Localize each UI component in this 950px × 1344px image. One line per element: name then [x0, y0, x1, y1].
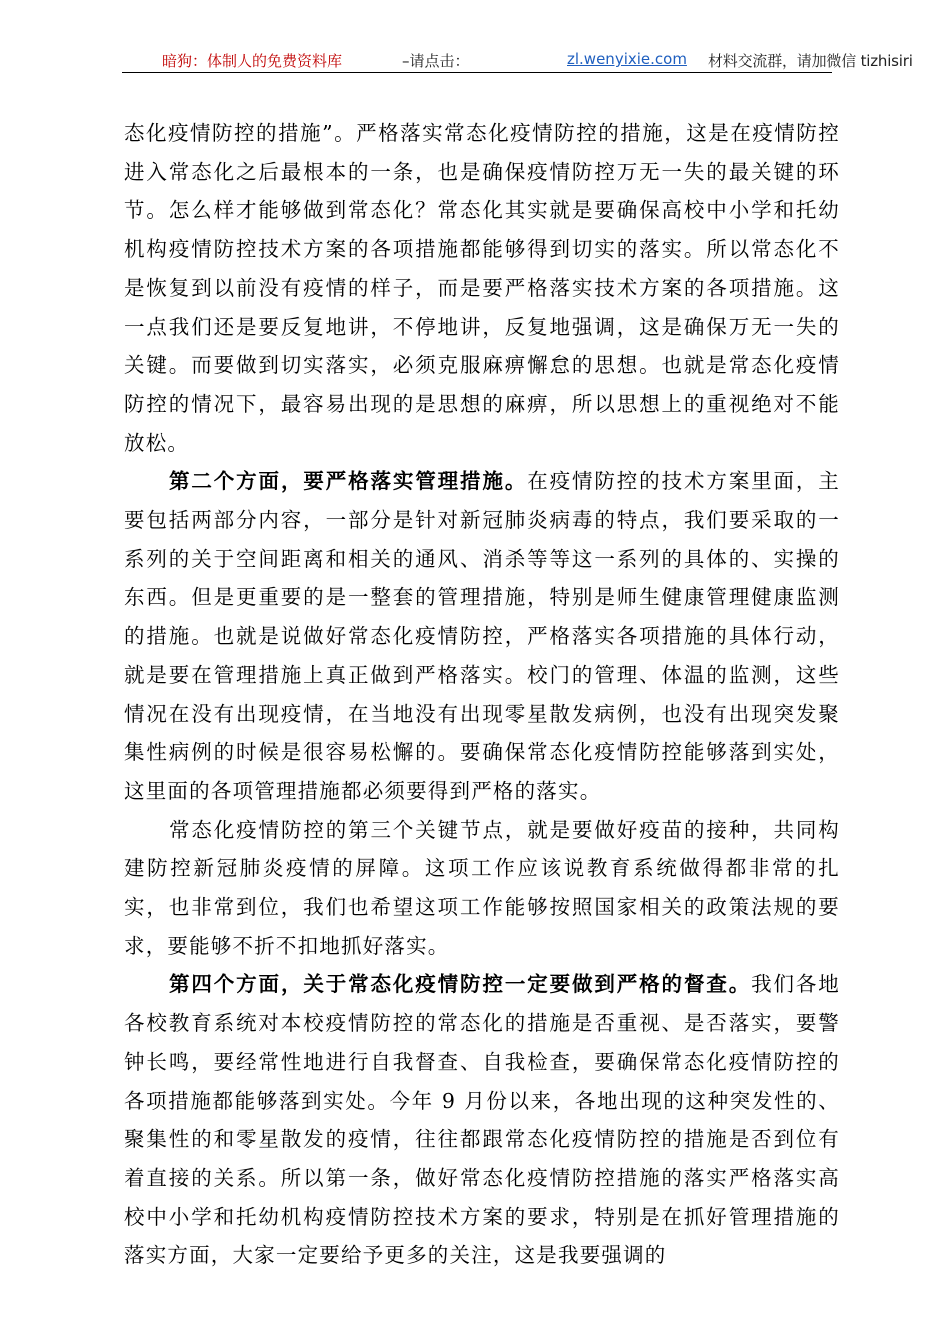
paragraph-4-text: 我们各地各校教育系统对本校疫情防控的常态化的措施是否重视、是否落实，要警钟长鸣，要经常性地进行自我督查、自我检查，要确保常态化疫情防控的各项措施都能够落到实处。今年 9 月份以来，各地出现的这种突发性的、聚集性的和零星散发的疫情，往往都跟常态化疫情防控的措施是否到位有着直接的关系。所以第一条，做好常态化疫情防控措施的落实严格落实高校中小学和托幼机构疫情防控技术方案的要求，特别是在抓好管理措施的落实方面，大家一定要给予更多的关注，这是我要强调的 [124, 972, 840, 1268]
document-body [124, 114, 840, 1275]
page-header [122, 42, 913, 73]
header-brand: 暗狗：体制人的免费资料库 [162, 52, 343, 70]
paragraph-2-text: 在疫情防控的技术方案里面，主要包括两部分内容，一部分是针对新冠肺炎病毒的特点，我们要采取的一系列的关于空间距离和相关的通风、消杀等等这一系列的具体的、实操的东西。但是更重要的是一整套的管理措施，特别是师生健康管理健康监测的措施。也就是说做好常态化疫情防控，严格落实各项措施的具体行动，就是要在管理措施上真正做到严格落实。校门的管理、体温的监测，这些情况在没有出现疫情，在当地没有出现零星散发病例，也没有出现突发聚集性病例的时候是很容易松懈的。要确保常态化疫情防控能够落到实处，这里面的各项管理措施都必须要得到严格的落实。 [124, 469, 840, 803]
paragraph-1-text: 态化疫情防控的措施”。严格落实常态化疫情防控的措施，这是在疫情防控进入常态化之后最根本的一条，也是确保疫情防控万无一失的最关键的环节。怎么样才能够做到常态化？常态化其实就是要确保高校中小学和托幼机构疫情防控技术方案的各项措施都能够得到切实的落实。所以常态化不是恢复到以前没有疫情的样子，而是要严格落实技术方案的各项措施。这一点我们还是要反复地讲，不停地讲，反复地强调，这是确保万无一失的关键。而要做到切实落实，必须克服麻痹懈怠的思想。也就是常态化疫情防控的情况下，最容易出现的是思想的麻痹，所以思想上的重视绝对不能放松。 [124, 121, 840, 455]
header-prompt: –请点击： [402, 52, 470, 70]
paragraph-2 [124, 462, 840, 810]
paragraph-4 [124, 965, 840, 1275]
paragraph-3-text: 常态化疫情防控的第三个关键节点，就是要做好疫苗的接种，共同构建防控新冠肺炎疫情的屏障。这项工作应该说教育系统做得都非常的扎实，也非常到位，我们也希望这项工作能够按照国家相关的政策法规的要求，要能够不折不扣地抓好落实。 [124, 817, 840, 958]
paragraph-2-heading: 第二个方面，要严格落实管理措施。 [169, 469, 528, 494]
paragraph-3 [124, 811, 840, 966]
header-link[interactable]: zl.wenyixie.com [567, 50, 687, 68]
paragraph-1 [124, 114, 840, 462]
paragraph-4-heading: 第四个方面，关于常态化疫情防控一定要做到严格的督查。 [169, 972, 752, 997]
header-group-note: 材料交流群，请加微信 tizhisiri [708, 52, 913, 70]
